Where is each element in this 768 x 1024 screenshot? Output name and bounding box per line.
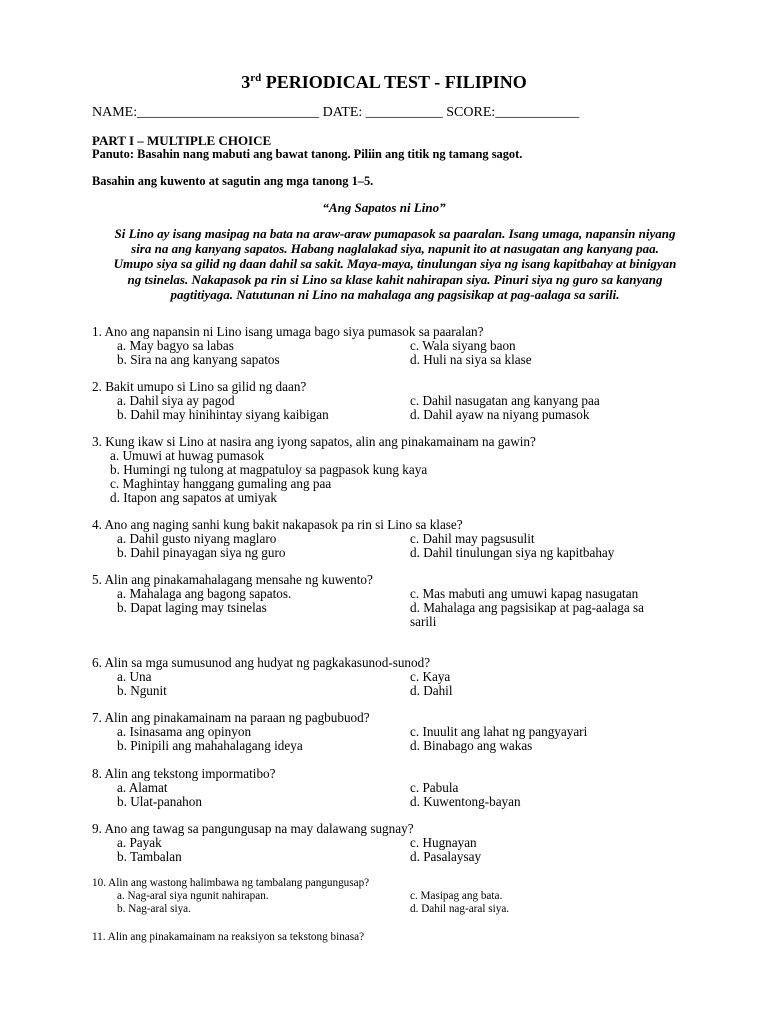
option-a: a. Umuwi at huwag pumasok <box>110 448 265 463</box>
option-b: b. Ulat-panahon <box>117 794 202 809</box>
option-b: b. Dahil may hinihintay siyang kaibigan <box>117 407 329 422</box>
option-d: d. Itapon ang sapatos at umiyak <box>110 490 278 505</box>
option-c: c. Hugnayan <box>410 835 477 850</box>
option-a: a. Nag-aral siya ngunit nahirapan. <box>117 890 269 902</box>
option-c: c. Mas mabuti ang umuwi kapag nasugatan <box>410 586 639 601</box>
question-stem: 11. Alin ang pinakamainam na reaksiyon sa tekstong binasa? <box>92 931 365 943</box>
question-stem: 5. Alin ang pinakamahalagang mensahe ng kuwento? <box>92 572 373 587</box>
question-stem: 3. Kung ikaw si Lino at nasira ang iyong sapatos, alin ang pinakamainam na gawin? <box>92 434 536 449</box>
option-b: b. Humingi ng tulong at magpatuloy sa pagpasok kung kaya <box>110 462 428 477</box>
option-b: b. Tambalan <box>117 849 182 864</box>
option-c: c. Pabula <box>410 780 459 795</box>
option-b: b. Nag-aral siya. <box>117 903 191 915</box>
part-heading: PART I – MULTIPLE CHOICE <box>92 133 272 148</box>
reading-instruction: Basahin ang kuwento at sagutin ang mga tanong 1–5. <box>92 174 374 188</box>
option-d: d. Dahil tinulungan siya ng kapitbahay <box>410 545 615 560</box>
question-stem: 4. Ano ang naging sanhi kung bakit nakapasok pa rin si Lino sa klase? <box>92 517 463 532</box>
question-2 <box>92 380 692 422</box>
option-b: b. Sira na ang kanyang sapatos <box>117 352 280 367</box>
question-4 <box>92 518 692 560</box>
option-a: a. Isinasama ang opinyon <box>117 724 252 739</box>
question-11 <box>92 930 692 944</box>
question-10 <box>92 877 692 916</box>
option-a: a. Alamat <box>117 780 168 795</box>
question-1 <box>92 325 692 367</box>
story-title: “Ang Sapatos ni Lino” <box>322 200 446 215</box>
option-d: d. Dahil ayaw na niyang pumasok <box>410 407 590 422</box>
question-3 <box>92 435 692 505</box>
option-a: a. May bagyo sa labas <box>117 338 234 353</box>
option-d: d. Kuwentong-bayan <box>410 794 521 809</box>
question-stem: 1. Ano ang napansin ni Lino isang umaga bago siya pumasok sa paaralan? <box>92 324 484 339</box>
title-number: 3 <box>241 72 251 92</box>
question-stem: 8. Alin ang tekstong impormatibo? <box>92 766 276 781</box>
question-stem: 6. Alin sa mga sumusunod ang hudyat ng pagkakasunod-sunod? <box>92 655 431 670</box>
question-stem: 10. Alin ang wastong halimbawa ng tambalang pangungusap? <box>92 877 370 889</box>
option-c: c. Dahil may pagsusulit <box>410 531 535 546</box>
option-d: d. Binabago ang wakas <box>410 738 533 753</box>
option-a: a. Una <box>117 669 152 684</box>
option-d: d. Huli na siya sa klase <box>410 352 532 367</box>
option-a: a. Mahalaga ang bagong sapatos. <box>117 586 292 601</box>
option-c: c. Inuulit ang lahat ng pangyayari <box>410 724 588 739</box>
option-c: c. Wala siyang baon <box>410 338 516 353</box>
option-d: d. Pasalaysay <box>410 849 482 864</box>
question-stem: 2. Bakit umupo si Lino sa gilid ng daan? <box>92 379 307 394</box>
option-c: c. Kaya <box>410 669 451 684</box>
option-d: d. Mahalaga ang pagsisikap at pag-aalaga sa sarili <box>410 600 644 629</box>
story-passage: Si Lino ay isang masipag na bata na araw-araw pumapasok sa paaralan. Isang umaga, napansin niyang sira na ang kanyang sapatos. Habang naglalakad siya, napunit ito at nasugatan ang kanyang paa. Umupo siya sa gilid ng daan dahil sa sakit. Maya-maya, tinulungan siya ng isang kapitbahay at binigyan ng tsinelas. Nakapasok pa rin si Lino sa klase kahit nahirapan siya. Pinuri siya ng guro sa kanyang pagtitiyaga. Natutunan ni Lino na mahalaga ang pagsisikap at pag-aalaga sa sarili. <box>113 226 677 302</box>
title-text: PERIODICAL TEST - FILIPINO <box>261 72 527 92</box>
option-b: b. Ngunit <box>117 683 167 698</box>
question-9 <box>92 822 692 864</box>
question-5 <box>92 573 692 629</box>
title-superscript: rd <box>250 72 262 84</box>
option-c: c. Masipag ang bata. <box>410 890 503 902</box>
option-d: d. Dahil nag-aral siya. <box>410 903 510 915</box>
option-a: a. Dahil gusto niyang maglaro <box>117 531 277 546</box>
option-b: b. Dapat laging may tsinelas <box>117 600 267 615</box>
option-d: d. Dahil <box>410 683 453 698</box>
question-8 <box>92 767 692 809</box>
option-b: b. Pinipili ang mahahalagang ideya <box>117 738 303 753</box>
question-stem: 9. Ano ang tawag sa pangungusap na may dalawang sugnay? <box>92 821 414 836</box>
question-7 <box>92 711 692 753</box>
instruction: Panuto: Basahin nang mabuti ang bawat tanong. Piliin ang titik ng tamang sagot. <box>92 147 523 161</box>
option-c: c. Dahil nasugatan ang kanyang paa <box>410 393 600 408</box>
option-b: b. Dahil pinayagan siya ng guro <box>117 545 286 560</box>
option-c: c. Maghintay hanggang gumaling ang paa <box>110 476 332 491</box>
question-stem: 7. Alin ang pinakamainam na paraan ng pagbubuod? <box>92 710 370 725</box>
question-6 <box>92 656 692 698</box>
option-a: a. Payak <box>117 835 162 850</box>
option-a: a. Dahil siya ay pagod <box>117 393 235 408</box>
student-info-line: NAME:__________________________ DATE: ___________ SCORE:____________ <box>92 105 580 120</box>
page-title <box>0 72 768 93</box>
